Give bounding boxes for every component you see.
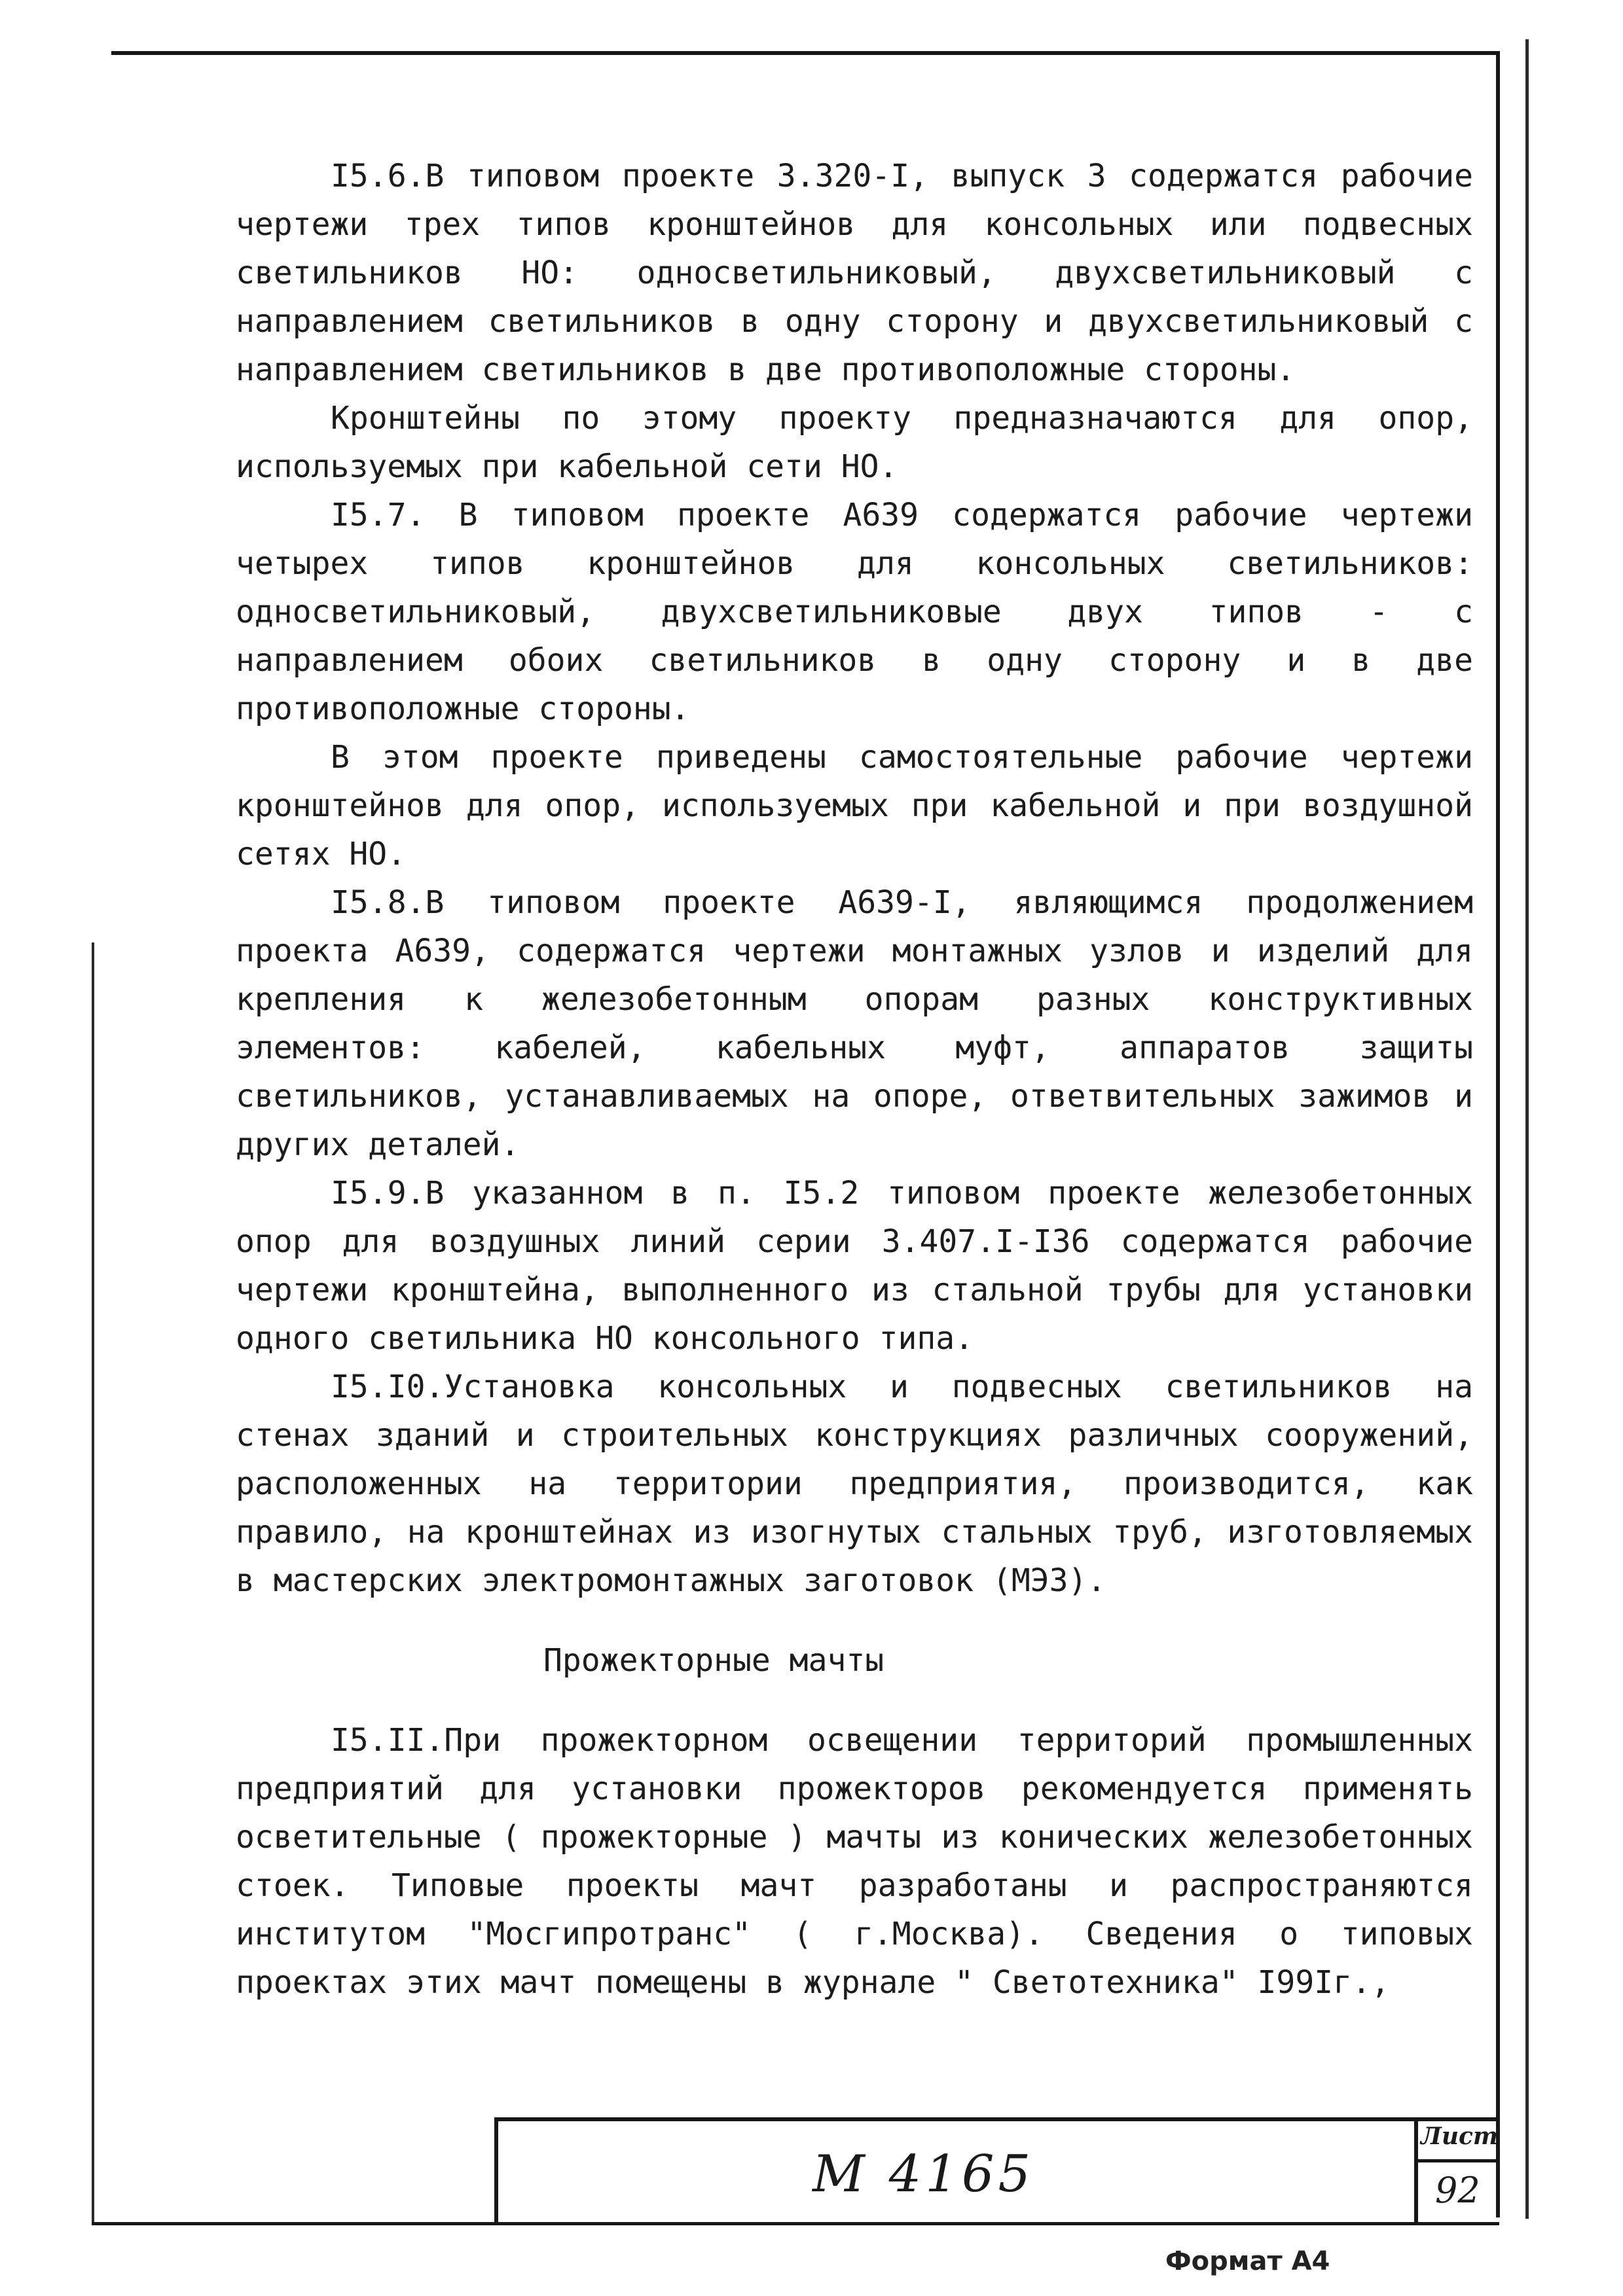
frame-left-edge xyxy=(92,942,94,2225)
format-mark: Формат А4 xyxy=(1165,2246,1330,2276)
paragraph-15-6-note: Кронштейны по этому проекту предназначаются для опор, используемых при кабельной сети НО. xyxy=(236,400,1473,485)
document-body xyxy=(236,152,1473,2007)
paragraph-15-7: I5.7. В типовом проекте А639 содержатся рабочие чертежи четырех типов кронштейнов для консольных светильников: односветильниковый, двухсветильниковые двух типов - с направлением обоих светильников в одну сторону и в две противоположные стороны. xyxy=(236,497,1473,727)
document-code: М 4165 xyxy=(812,2145,1035,2204)
sheet-label: Лист xyxy=(1421,2123,1499,2150)
paragraph-15-7-note: В этом проекте приведены самостоятельные рабочие чертежи кронштейнов для опор, используемых при кабельной и при воздушной сетях НО. xyxy=(236,739,1473,872)
title-block-stamp xyxy=(494,2117,1499,2225)
paragraph-15-9: I5.9.В указанном в п. I5.2 типовом проекте железобетонных опор для воздушных линий серии 3.407.I-I36 содержатся рабочие чертежи кронштейна, выполненного из стальной трубы для установки одного светильника НО консольного типа. xyxy=(236,1175,1473,1357)
section-heading: Прожекторные мачты xyxy=(543,1642,884,1679)
sheet-number: 92 xyxy=(1435,2170,1480,2211)
paragraph-15-8: I5.8.В типовом проекте А639-I, являющимся продолжением проекта А639, содержатся чертежи монтажных узлов и изделий для крепления к железобетонным опорам разных конструктивных элементов: кабелей, кабельных муфт, аппаратов защиты светильников, устанавливаемых на опоре, ответвительных зажимов и других деталей. xyxy=(236,884,1473,1163)
paragraph-15-10: I5.I0.Установка консольных и подвесных светильников на стенах зданий и строительных конструкциях различных сооружений, расположенных на территории предприятия, производится, как правило, на кронштейнах из изогнутых стальных труб, изготовляемых в мастерских электромонтажных заготовок (МЭЗ). xyxy=(236,1369,1473,1599)
frame-right-border xyxy=(1496,51,1500,2217)
sheet-number-box xyxy=(1414,2121,1499,2225)
frame-top-border xyxy=(111,51,1499,55)
paragraph-15-11: I5.II.При прожекторном освещении территорий промышленных предприятий для установки прожекторов рекомендуется применять осветительные ( прожекторные ) мачты из конических железобетонных стоек. Типовые проекты мачт разработаны и распространяются институтом "Мосгипротранс" ( г.Москва). Сведения о типовых проектах этих мачт помещены в журнале " Светотехника" I99Iг., xyxy=(236,1722,1473,2001)
paragraph-15-6: I5.6.В типовом проекте 3.320-I, выпуск 3 содержатся рабочие чертежи трех типов кронштейнов для консольных или подвесных светильников НО: односветильниковый, двухсветильниковый с направлением светильников в одну сторону и двухсветильниковый с направлением светильников в две противоположные стороны. xyxy=(236,158,1473,388)
sheet-box-divider xyxy=(1418,2159,1499,2162)
frame-right-outer-edge xyxy=(1525,39,1529,2219)
